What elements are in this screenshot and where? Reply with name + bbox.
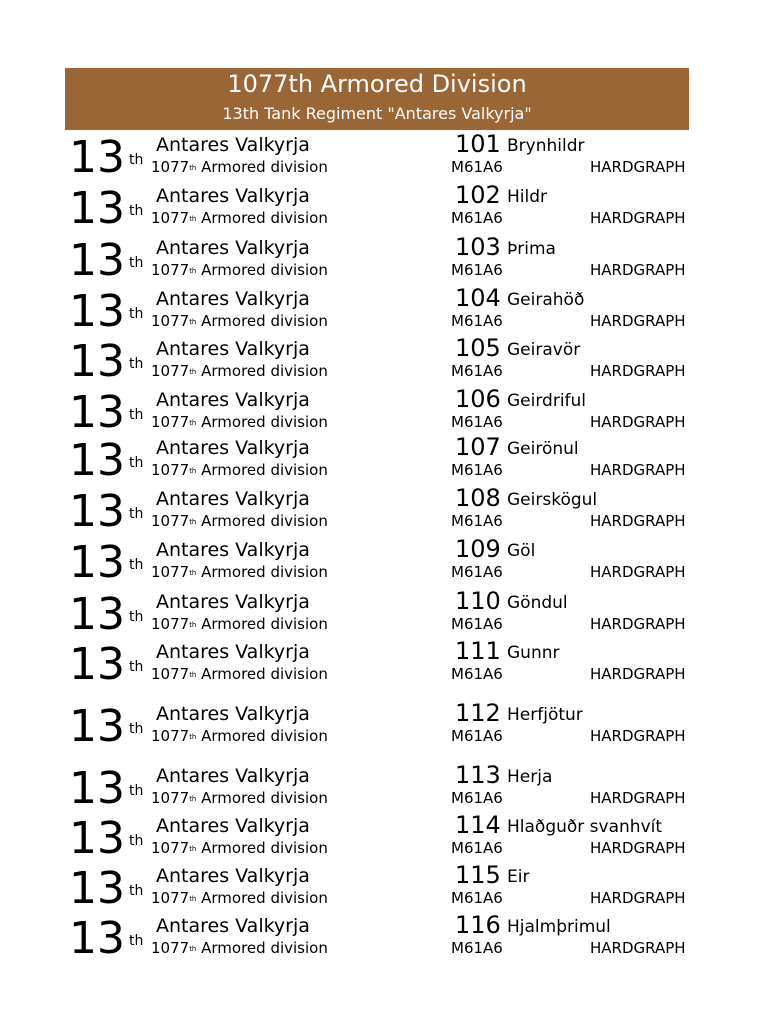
division-suffix: th [189,215,197,223]
division-suffix: th [189,733,197,741]
division-number: 1077 [151,312,190,330]
tank-name: Eir [507,867,530,887]
division-label [151,839,328,858]
division-label [151,665,328,684]
tank-maker: HARDGRAPH [590,563,686,581]
division-number: 1077 [151,563,190,581]
tank-name: Geirskögul [507,490,598,510]
tank-number: 113 [455,761,501,789]
tank-maker: HARDGRAPH [590,889,686,907]
tank-row [0,811,768,867]
division-number: 1077 [151,209,190,227]
division-suffix: th [189,895,197,903]
tank-maker: HARDGRAPH [590,665,686,683]
tank-number: 105 [455,334,501,362]
tank-name: Göl [507,541,536,561]
unit-name: Antares Valkyrja [156,703,310,725]
tank-name: Herja [507,767,553,787]
tank-row [0,637,768,693]
regiment-suffix: th [129,883,144,899]
division-label [151,158,328,177]
tank-model: M61A6 [451,461,503,479]
tank-model: M61A6 [451,209,503,227]
tank-model: M61A6 [451,158,503,176]
regiment-number: 13 [69,863,125,914]
tank-row [0,181,768,237]
tank-number: 115 [455,861,501,889]
regiment-suffix: th [129,306,144,322]
division-label [151,209,328,228]
tank-maker: HARDGRAPH [590,158,686,176]
regiment-number: 13 [69,913,125,964]
division-text: Armored division [196,461,328,479]
division-number: 1077 [151,727,190,745]
division-suffix: th [189,419,197,427]
tank-model: M61A6 [451,665,503,683]
tank-number: 102 [455,181,501,209]
regiment-suffix: th [129,833,144,849]
tank-row [0,130,768,186]
tank-model: M61A6 [451,261,503,279]
division-suffix: th [189,318,197,326]
division-number: 1077 [151,261,190,279]
division-number: 1077 [151,789,190,807]
tank-maker: HARDGRAPH [590,615,686,633]
tank-number: 104 [455,284,501,312]
division-text: Armored division [196,889,328,907]
unit-name: Antares Valkyrja [156,389,310,411]
division-text: Armored division [196,512,328,530]
tank-model: M61A6 [451,312,503,330]
tank-name: Geiravör [507,340,581,360]
regiment-suffix: th [129,203,144,219]
tank-row [0,334,768,390]
tank-row [0,761,768,817]
division-text: Armored division [196,413,328,431]
division-suffix: th [189,164,197,172]
tank-number: 114 [455,811,501,839]
regiment-number: 13 [69,286,125,337]
division-number: 1077 [151,665,190,683]
tank-row [0,699,768,755]
tank-name: Hjalmþrimul [507,917,611,937]
tank-model: M61A6 [451,413,503,431]
unit-name: Antares Valkyrja [156,641,310,663]
division-title: 1077th Armored Division [227,70,527,98]
division-text: Armored division [196,158,328,176]
division-number: 1077 [151,362,190,380]
tank-number: 116 [455,911,501,939]
division-suffix: th [189,621,197,629]
division-text: Armored division [196,839,328,857]
division-suffix: th [189,795,197,803]
tank-name: Hildr [507,187,548,207]
division-number: 1077 [151,461,190,479]
regiment-number: 13 [69,387,125,438]
division-text: Armored division [196,261,328,279]
regiment-suffix: th [129,721,144,737]
tank-number: 110 [455,587,501,615]
tank-row [0,911,768,967]
division-label [151,727,328,746]
regiment-subtitle: 13th Tank Regiment "Antares Valkyrja" [222,104,532,123]
tank-row [0,861,768,917]
division-label [151,889,328,908]
tank-maker: HARDGRAPH [590,209,686,227]
regiment-number: 13 [69,183,125,234]
division-suffix: th [189,671,197,679]
tank-name: Brynhildr [507,136,585,156]
unit-name: Antares Valkyrja [156,185,310,207]
tank-model: M61A6 [451,512,503,530]
division-text: Armored division [196,727,328,745]
tank-name: Hlaðguðr svanhvít [507,817,663,837]
regiment-number: 13 [69,336,125,387]
division-label [151,312,328,331]
tank-model: M61A6 [451,839,503,857]
regiment-number: 13 [69,235,125,286]
division-suffix: th [189,845,197,853]
tank-maker: HARDGRAPH [590,312,686,330]
division-number: 1077 [151,413,190,431]
division-suffix: th [189,467,197,475]
tank-name: Geirönul [507,439,579,459]
tank-maker: HARDGRAPH [590,362,686,380]
division-text: Armored division [196,209,328,227]
tank-row [0,535,768,591]
unit-name: Antares Valkyrja [156,288,310,310]
division-text: Armored division [196,615,328,633]
division-label [151,512,328,531]
division-suffix: th [189,518,197,526]
unit-name: Antares Valkyrja [156,915,310,937]
division-number: 1077 [151,889,190,907]
tank-number: 109 [455,535,501,563]
regiment-number: 13 [69,486,125,537]
tank-model: M61A6 [451,889,503,907]
tank-number: 103 [455,233,501,261]
unit-name: Antares Valkyrja [156,237,310,259]
division-suffix: th [189,368,197,376]
division-label [151,939,328,958]
tank-row [0,284,768,340]
tank-number: 101 [455,130,501,158]
tank-maker: HARDGRAPH [590,727,686,745]
division-text: Armored division [196,362,328,380]
tank-number: 111 [455,637,501,665]
regiment-suffix: th [129,356,144,372]
regiment-number: 13 [69,537,125,588]
division-suffix: th [189,267,197,275]
division-text: Armored division [196,312,328,330]
regiment-suffix: th [129,255,144,271]
division-suffix: th [189,945,197,953]
regiment-suffix: th [129,407,144,423]
tank-maker: HARDGRAPH [590,512,686,530]
tank-name: Þrima [507,239,556,259]
division-number: 1077 [151,839,190,857]
regiment-suffix: th [129,659,144,675]
tank-model: M61A6 [451,563,503,581]
regiment-suffix: th [129,152,144,168]
tank-row [0,587,768,643]
unit-name: Antares Valkyrja [156,488,310,510]
regiment-suffix: th [129,557,144,573]
regiment-suffix: th [129,933,144,949]
unit-name: Antares Valkyrja [156,591,310,613]
unit-name: Antares Valkyrja [156,865,310,887]
regiment-suffix: th [129,455,144,471]
tank-maker: HARDGRAPH [590,413,686,431]
tank-row [0,484,768,540]
tank-name: Herfjötur [507,705,583,725]
tank-row [0,233,768,289]
division-label [151,563,328,582]
tank-model: M61A6 [451,939,503,957]
regiment-number: 13 [69,132,125,183]
division-text: Armored division [196,789,328,807]
tank-maker: HARDGRAPH [590,789,686,807]
tank-name: Göndul [507,593,568,613]
tank-row [0,385,768,441]
tank-model: M61A6 [451,362,503,380]
division-text: Armored division [196,563,328,581]
division-label [151,615,328,634]
regiment-number: 13 [69,639,125,690]
tank-number: 108 [455,484,501,512]
division-label [151,461,328,480]
division-number: 1077 [151,939,190,957]
tank-model: M61A6 [451,615,503,633]
regiment-number: 13 [69,589,125,640]
regiment-number: 13 [69,435,125,486]
division-label [151,261,328,280]
unit-name: Antares Valkyrja [156,539,310,561]
tank-number: 112 [455,699,501,727]
division-label [151,362,328,381]
regiment-suffix: th [129,609,144,625]
unit-name: Antares Valkyrja [156,765,310,787]
tank-maker: HARDGRAPH [590,461,686,479]
division-text: Armored division [196,939,328,957]
tank-maker: HARDGRAPH [590,939,686,957]
regiment-number: 13 [69,701,125,752]
regiment-number: 13 [69,763,125,814]
regiment-number: 13 [69,813,125,864]
tank-row [0,433,768,489]
tank-number: 106 [455,385,501,413]
tank-maker: HARDGRAPH [590,261,686,279]
tank-number: 107 [455,433,501,461]
division-number: 1077 [151,512,190,530]
tank-name: Gunnr [507,643,560,663]
division-label [151,789,328,808]
division-number: 1077 [151,615,190,633]
division-text: Armored division [196,665,328,683]
unit-name: Antares Valkyrja [156,815,310,837]
unit-name: Antares Valkyrja [156,338,310,360]
division-number: 1077 [151,158,190,176]
regiment-suffix: th [129,783,144,799]
regiment-suffix: th [129,506,144,522]
tank-model: M61A6 [451,727,503,745]
unit-name: Antares Valkyrja [156,134,310,156]
tank-name: Geirahöð [507,290,585,310]
unit-name: Antares Valkyrja [156,437,310,459]
tank-model: M61A6 [451,789,503,807]
tank-maker: HARDGRAPH [590,839,686,857]
tank-name: Geirdriful [507,391,587,411]
division-label [151,413,328,432]
division-suffix: th [189,569,197,577]
